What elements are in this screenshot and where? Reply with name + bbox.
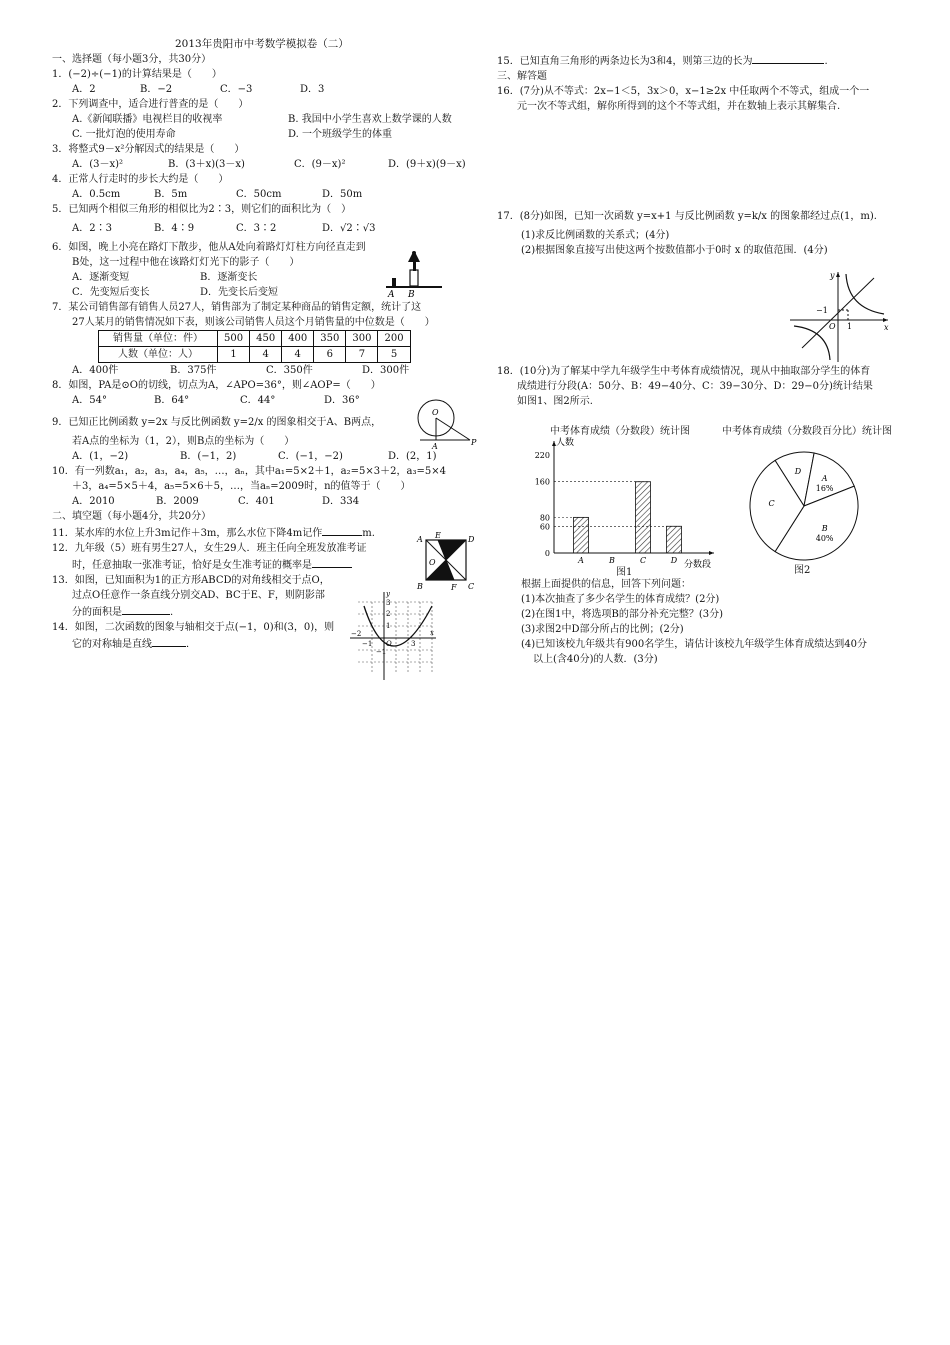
svg-text:y: y — [830, 271, 835, 280]
y-axis-label: 人数 — [556, 438, 575, 448]
answer-blank[interactable] — [752, 52, 824, 64]
question-8: 8．如图，PA是⊙O的切线，切点为A，∠APO=36°，则∠AOP=（ ） A．54° B．64° C．44° D．36° — [52, 380, 381, 406]
q9-option-c: C．(−1，−2) — [278, 451, 343, 462]
svg-text:D: D — [468, 535, 475, 544]
q6-label-a: A — [388, 290, 395, 298]
section-solve: 三、解答题 — [497, 71, 547, 82]
q8-tangent-figure — [410, 398, 478, 450]
q5-option-c: C．3∶2 — [236, 223, 277, 234]
svg-text:O: O — [386, 640, 392, 648]
svg-text:y: y — [386, 590, 390, 598]
svg-text:−1: −1 — [816, 306, 828, 315]
question-15: 15．已知直角三角形的两条边长为3和4，则第三边的长为 . — [497, 52, 927, 69]
table-row: 人数（单位：人） 1 4 4 6 7 5 — [99, 347, 411, 363]
question-13: 13．如图，已知面积为1的正方形ABCD的对角线相交于点O， 过点O任意作一条直线分别交AD、BC于E、F，则阴影部 分的面积是 . — [52, 575, 330, 618]
q9-option-a: A．(1，−2) — [72, 451, 129, 462]
q17-function-graph — [788, 268, 892, 364]
question-16: 16．(7分)从不等式：2x−1＜5，3x＞0，x−1≥2x 中任取两个不等式，组成一个一 元一次不等式组，解你所得到的这个不等式组，并在数轴上表示其解集合. — [497, 86, 870, 112]
q8-label-p: P — [471, 438, 477, 447]
q9-option-d: D．(2，1) — [388, 451, 437, 462]
question-3: 3．将整式9－x²分解因式的结果是（ ） A．(3－x)² B．(3＋x)(3－x) C．(9－x)² D．(9＋x)(9－x) — [52, 144, 466, 170]
q8-option-c: C．44° — [240, 395, 276, 406]
svg-text:3: 3 — [411, 640, 416, 648]
x-tick-label: C — [639, 556, 647, 565]
q7-option-a: A．400件 — [72, 365, 119, 376]
y-tick-label: 60 — [539, 522, 550, 532]
svg-text:−1: −1 — [376, 648, 387, 656]
question-18-questions: 根据上面提供的信息，回答下列问题： (1)本次抽查了多少名学生的体育成绩？(2分) (2)在图1中，将选项B的部分补充完整？(3分) (3)求图2中D部分所占的比例；(2分) (4)已知该校九年级共有900名学生，请估计该校九年级学生体育成绩达到40分 以上(含40分)的人数．(3分) — [521, 579, 867, 665]
pie-slice-label: B — [821, 523, 828, 533]
svg-text:x: x — [430, 629, 434, 637]
q1-option-a: A．2 — [72, 84, 96, 95]
q9-option-b: B．(−1，2) — [180, 451, 237, 462]
svg-text:B: B — [417, 582, 423, 591]
q6-streetlight-figure — [384, 250, 446, 298]
answer-blank[interactable] — [122, 603, 170, 615]
svg-text:O: O — [829, 322, 836, 331]
q7-option-b: B．375件 — [170, 365, 217, 376]
question-4: 4．正常人行走时的步长大约是（ ） A．0.5cm B．5m C．50cm D．50m — [52, 174, 363, 200]
pie-chart-caption: 图2 — [794, 565, 811, 576]
q10-option-b: B．2009 — [156, 496, 199, 507]
q8-option-d: D．36° — [324, 395, 360, 406]
svg-text:−2: −2 — [351, 630, 362, 638]
svg-text:C: C — [468, 582, 475, 591]
svg-text:E: E — [435, 532, 441, 540]
q14-parabola-figure — [346, 588, 438, 682]
q3-option-b: B．(3＋x)(3－x) — [168, 159, 245, 170]
q10-option-c: C．401 — [238, 496, 275, 507]
svg-text:O: O — [429, 558, 436, 567]
q6-label-b: B — [408, 290, 415, 298]
question-2: 2．下列调查中，适合进行普查的是（ ） A.《新闻联播》电视栏目的收视率 B. 我国中小学生喜欢上数学课的人数 C. 一批灯泡的使用寿命 D. 一个班级学生的体重 — [52, 99, 452, 140]
svg-text:F: F — [451, 583, 457, 592]
q6-option-b: B．逐渐变长 — [200, 272, 258, 283]
pie-value-label: 40% — [815, 533, 834, 543]
x-tick-label: A — [578, 556, 584, 565]
question-11: 11．某水库的水位上升3m记作＋3m，那么水位下降4m记作 m. — [52, 524, 484, 541]
pie-slice-label: D — [794, 467, 802, 477]
q2-option-b: B. 我国中小学生喜欢上数学课的人数 — [288, 114, 452, 125]
pie-value-label: 16% — [815, 484, 834, 494]
svg-text:x: x — [884, 323, 889, 332]
q8-option-a: A．54° — [72, 395, 107, 406]
q2-option-c: C. 一批灯泡的使用寿命 — [72, 129, 176, 140]
bar — [636, 482, 651, 553]
svg-text:1: 1 — [847, 322, 853, 331]
q3-option-c: C．(9－x)² — [294, 159, 346, 170]
question-14: 14．如图，二次函数的图象与轴相交于点(−1，0)和(3，0)，则 它的对称轴是直线 ． — [52, 622, 335, 650]
q10-option-a: A．2010 — [72, 496, 115, 507]
question-12: 12．九年级（5）班有男生27人，女生29人．班主任向全班发放准考证 时，任意抽取一张准考证，恰好是女生准考证的概率是 — [52, 543, 367, 571]
bar — [574, 517, 589, 553]
q1-option-b: B．−2 — [140, 84, 173, 95]
question-10: 10．有一列数a₁，a₂，a₃，a₄，a₅，…，aₙ，其中a₁=5×2＋1，a₂=5×3＋2，a₃=5×4 ＋3，a₄=5×5＋4，a₅=5×6＋5，…，当aₙ=2009时，n的值等于（ ） A．2010 B．2009 C．401 D．334 — [52, 466, 446, 507]
question-6: 6．如图，晚上小亮在路灯下散步，他从A处向着路灯灯柱方向径直走到 B处，这一过程中他在该路灯灯光下的影子（ ） A．逐渐变短 B．逐渐变长 C．先变短后变长 D．先变长后变短 — [52, 242, 366, 298]
q3-option-d: D．(9＋x)(9－x) — [388, 159, 466, 170]
sales-table — [98, 330, 411, 363]
pie-slice-label: A — [821, 474, 828, 484]
answer-blank[interactable] — [312, 556, 352, 568]
q4-option-a: A．0.5cm — [72, 189, 121, 200]
x-tick-label: D — [670, 556, 678, 565]
q3-option-a: A．(3－x)² — [72, 159, 124, 170]
x-axis-arrow — [709, 551, 714, 555]
y-tick-label: 160 — [534, 477, 550, 487]
q1-option-d: D．3 — [300, 84, 325, 95]
q12-square-figure — [416, 532, 478, 592]
q7-option-c: C．350件 — [266, 365, 313, 376]
q6-option-c: C．先变短后变长 — [72, 287, 150, 298]
answer-blank[interactable] — [322, 524, 362, 536]
question-7: 7．某公司销售部有销售人员27人，销售部为了制定某种商品的销售定额，统计了这 27人某月的销售情况如下表，则该公司销售人员这个月销售量的中位数是（ ） 销售量（单位：件） 500 450 400 350 300 200 人数（单位：人） 1 4 4 6 7 5 A．400件 B．375件 C．350件 D．300件 — [52, 302, 435, 376]
svg-text:1: 1 — [386, 622, 391, 630]
q10-option-d: D．334 — [322, 496, 360, 507]
q5-option-b: B．4∶9 — [154, 223, 195, 234]
bar — [667, 526, 682, 553]
q4-option-d: D．50m — [322, 189, 363, 200]
q6-option-a: A．逐渐变短 — [72, 272, 130, 283]
y-tick-label: 0 — [544, 549, 550, 558]
q8-label-a: A — [432, 442, 438, 450]
svg-text:A: A — [417, 535, 423, 544]
table-row: 销售量（单位：件） 500 450 400 350 300 200 — [99, 331, 411, 347]
bar-chart-title: 中考体育成绩（分数段）统计图 — [550, 426, 690, 437]
q6-option-d: D．先变长后变短 — [200, 287, 279, 298]
y-tick-label: 80 — [539, 513, 550, 523]
q8-label-o: O — [432, 408, 439, 417]
q5-option-a: A．2∶3 — [72, 223, 112, 234]
bar-chart — [530, 435, 730, 575]
q7-option-d: D．300件 — [362, 365, 410, 376]
q8-option-b: B．64° — [154, 395, 190, 406]
q2-option-d: D. 一个班级学生的体重 — [288, 129, 393, 140]
section-choice: 一、选择题（每小题3分，共30分） — [52, 54, 212, 65]
q1-option-c: C．−3 — [220, 84, 253, 95]
pie-chart-title: 中考体育成绩（分数段百分比）统计图 — [722, 426, 892, 437]
q5-option-d: D．√2∶√3 — [322, 223, 376, 234]
question-1: 1．(−2)÷(−1)的计算结果是（ ） A．2 B．−2 C．−3 D．3 — [52, 69, 325, 95]
x-tick-label: B — [609, 556, 615, 565]
bar-chart-caption: 图1 — [616, 567, 633, 578]
x-axis-label: 分数段 — [684, 560, 712, 570]
page-title: 2013年贵阳市中考数学模拟卷（二） — [175, 38, 349, 50]
q4-option-b: B．5m — [154, 189, 188, 200]
pie-slice-label: C — [768, 499, 775, 508]
svg-text:3: 3 — [386, 599, 391, 607]
question-9: 9．已知正比例函数 y=2x 与反比例函数 y=2/x 的图象相交于A、B两点， 若A点的坐标为（1，2），则B点的坐标为（ ） A．(1，−2) B．(−1，2) C．(−1，−2) D．(2，1) — [52, 417, 437, 462]
question-18: 18．(10分)为了解某中学九年级学生中考体育成绩情况，现从中抽取部分学生的体育 成绩进行分段(A：50分、B：49−40分、C：39−30分、D：29−0分)统计结果 如图1、图2所示. — [497, 366, 873, 407]
question-17: 17．(8分)如图，已知一次函数 y=x+1 与反比例函数 y=k/x 的图象都经过点(1，m). (1)求反比例函数的关系式；(4分) (2)根据图象直接写出使这两个按数值都小于0时 x 的取值范围．(4分) — [497, 211, 877, 256]
question-5: 5．已知两个相似三角形的相似比为2∶3，则它们的面积比为（ ） A．2∶3 B．4∶9 C．3∶2 D．√2∶√3 — [52, 204, 376, 234]
svg-text:2: 2 — [386, 610, 391, 618]
svg-text:−1: −1 — [362, 640, 373, 648]
q2-option-a: A.《新闻联播》电视栏目的收视率 — [72, 114, 223, 125]
y-tick-label: 220 — [534, 451, 550, 460]
pie-chart — [746, 448, 862, 564]
q4-option-c: C．50cm — [236, 189, 282, 200]
section-fill: 二、填空题（每小题4分，共20分） — [52, 511, 212, 522]
answer-blank[interactable] — [152, 635, 186, 647]
